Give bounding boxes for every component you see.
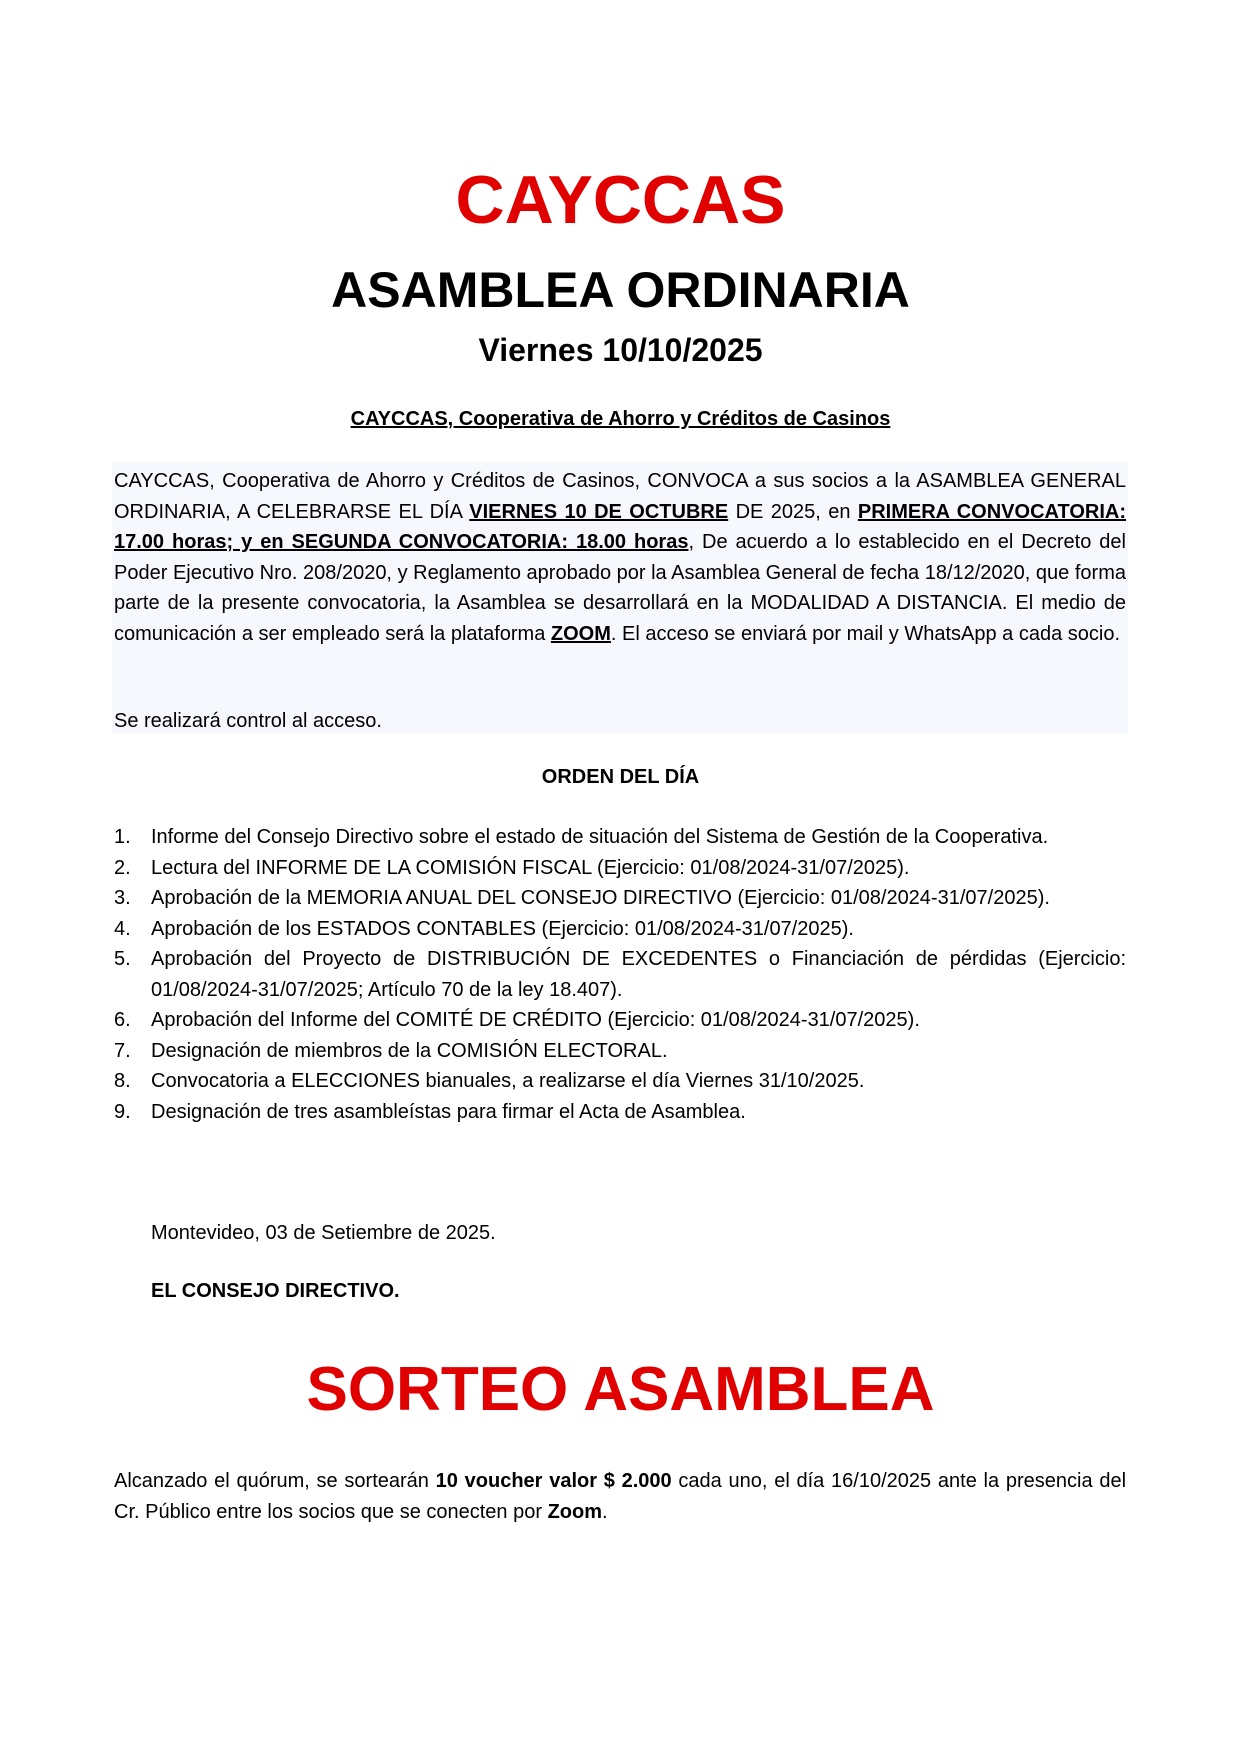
brand-heading: CAYCCAS xyxy=(455,162,786,238)
agenda-item-number: 4. xyxy=(114,917,131,940)
agenda-item-text: Informe del Consejo Directivo sobre el estado de situación del Sistema de Gestión de la Cooperativa. xyxy=(151,826,1049,848)
agenda-item-number: 7. xyxy=(114,1039,131,1062)
agenda-item-text: Convocatoria a ELECCIONES bianuales, a realizarse el día Viernes 31/10/2025. xyxy=(151,1070,865,1092)
assembly-date: Viernes 10/10/2025 xyxy=(478,332,763,368)
convocatoria-text-1: CAYCCAS, Cooperativa de Ahorro y Créditos de Casinos, CONVOCA a sus socios a la ASAMBLEA GENERAL ORDINARIA, A CELEBRARSE EL DÍA xyxy=(114,470,1126,523)
agenda-item xyxy=(114,914,1126,945)
raffle-paragraph xyxy=(114,1466,1126,1527)
agenda-item-text: Aprobación del Informe del COMITÉ DE CRÉDITO (Ejercicio: 01/08/2024-31/07/2025). xyxy=(151,1009,920,1031)
raffle-text-2: cada uno, el día 16/10/2025 ante la presencia del Cr. Público entre los socios que se conecten por xyxy=(114,1470,1127,1523)
agenda-item xyxy=(114,1005,1126,1036)
assembly-day: VIERNES 10 DE OCTUBRE xyxy=(469,500,729,523)
convocatoria-platform: ZOOM xyxy=(550,622,611,645)
access-note: Se realizará control al acceso. xyxy=(114,710,382,732)
agenda-item xyxy=(114,1036,1126,1067)
raffle-text-3: . xyxy=(602,1500,608,1523)
agenda-item xyxy=(114,822,1126,853)
convocatoria-text-3: , De acuerdo a lo establecido en el Decreto del Poder Ejecutivo Nro. 208/2020, y Reglamento aprobado por la Asamblea General de fecha 18/12/2020, que forma parte de la presente convocatoria, la Asamblea se desarrollará en la MODALIDAD A DISTANCIA. El medio de comunicación a ser empleado será la plataforma xyxy=(114,531,1126,645)
agenda-item-text: Designación de tres asambleístas para firmar el Acta de Asamblea. xyxy=(151,1100,746,1123)
agenda-item-number: 2. xyxy=(114,856,131,879)
agenda-item-text: Aprobación del Proyecto de DISTRIBUCIÓN DE EXCEDENTES o Financiación de pérdidas (Ejercicio: 01/08/2024-31/07/2025; Artículo 70 de la ley 18.407). xyxy=(151,948,1126,1001)
raffle-heading: SORTEO ASAMBLEA xyxy=(306,1355,935,1424)
agenda-item-number: 1. xyxy=(114,826,131,848)
signer: EL CONSEJO DIRECTIVO. xyxy=(151,1280,400,1302)
place-date: Montevideo, 03 de Setiembre de 2025. xyxy=(151,1222,496,1244)
agenda-item-number: 6. xyxy=(114,1009,131,1031)
agenda-item xyxy=(114,883,1126,914)
agenda-item-text: Aprobación de la MEMORIA ANUAL DEL CONSEJO DIRECTIVO (Ejercicio: 01/08/2024-31/07/2025). xyxy=(151,887,1050,909)
agenda-item-number: 5. xyxy=(114,948,131,970)
agenda-item-text: Designación de miembros de la COMISIÓN ELECTORAL. xyxy=(151,1039,668,1062)
agenda-item xyxy=(114,944,1126,1005)
convocatoria-text-2: DE 2025, en xyxy=(728,500,858,523)
page-title: ASAMBLEA ORDINARIA xyxy=(331,262,910,318)
cooperative-name: CAYCCAS, Cooperativa de Ahorro y Créditos de Casinos xyxy=(350,408,891,430)
agenda-item xyxy=(114,853,1126,884)
agenda-item-number: 9. xyxy=(114,1100,131,1123)
convocatoria-text-4: . El acceso se enviará por mail y WhatsApp a cada socio. xyxy=(610,622,1121,645)
convocatoria-paragraph xyxy=(114,466,1126,649)
raffle-text-1: Alcanzado el quórum, se sortearán xyxy=(114,1470,436,1492)
agenda-item xyxy=(114,1066,1126,1097)
raffle-platform: Zoom xyxy=(547,1500,603,1523)
agenda-item xyxy=(114,1097,1126,1128)
agenda-item-text: Aprobación de los ESTADOS CONTABLES (Ejercicio: 01/08/2024-31/07/2025). xyxy=(151,917,854,940)
agenda-list xyxy=(114,822,1126,1127)
agenda-item-number: 3. xyxy=(114,887,131,909)
convocatoria-schedule: PRIMERA CONVOCATORIA: 17.00 horas; y en SEGUNDA CONVOCATORIA: 18.00 horas xyxy=(114,500,1126,553)
agenda-title: ORDEN DEL DÍA xyxy=(541,766,700,788)
agenda-item-text: Lectura del INFORME DE LA COMISIÓN FISCAL (Ejercicio: 01/08/2024-31/07/2025). xyxy=(151,856,910,879)
raffle-prize: 10 voucher valor $ 2.000 xyxy=(435,1470,672,1492)
agenda-item-number: 8. xyxy=(114,1070,131,1092)
